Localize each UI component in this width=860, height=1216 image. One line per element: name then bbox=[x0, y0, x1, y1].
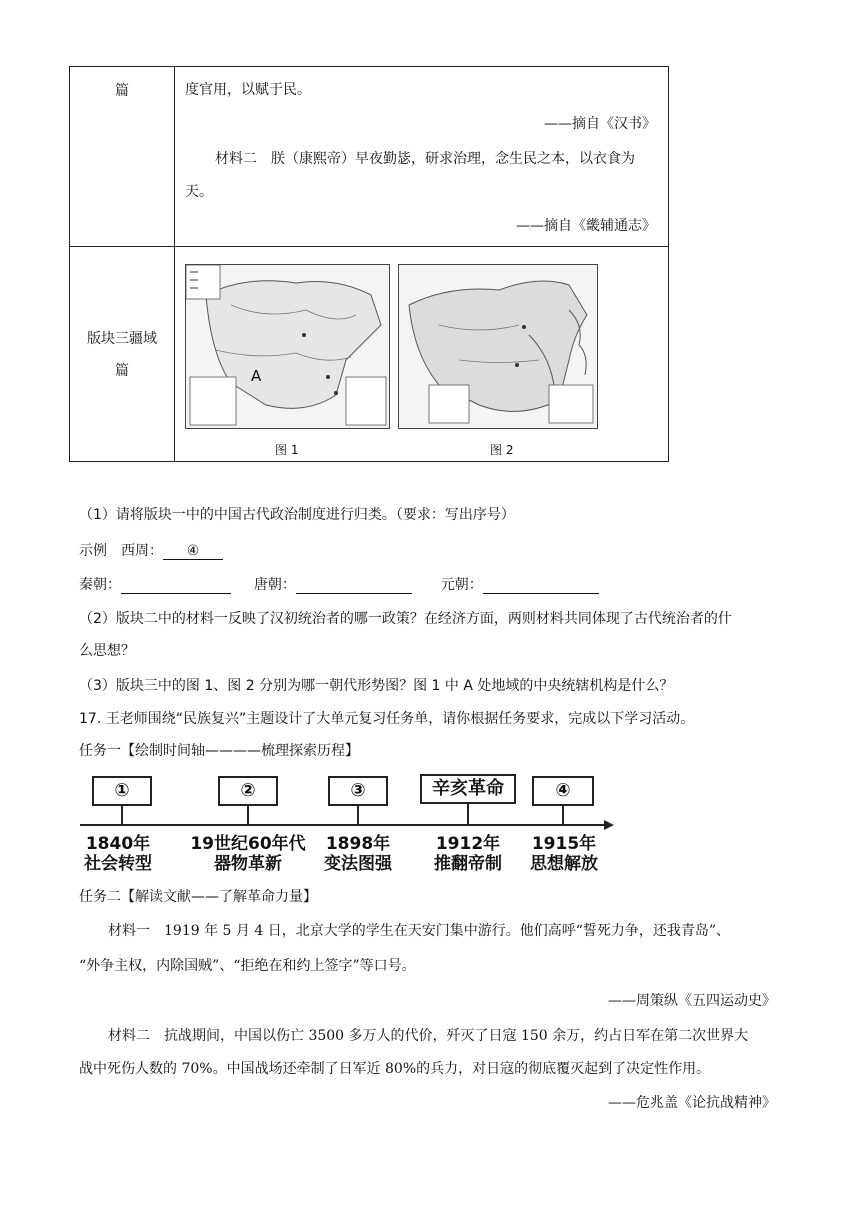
example-label: 示例 西周： bbox=[79, 543, 163, 559]
timeline-box-3: ③ bbox=[328, 776, 388, 806]
timeline-box-2: ② bbox=[218, 776, 278, 806]
material-text-line: 度官用，以赋于民。 bbox=[185, 82, 311, 98]
map-2-outline bbox=[399, 265, 597, 428]
material-2-line2: 战中死伤人数的 70%。中国战场还牵制了日军近 80%的兵力，对日寇的彻底覆灭起到了决定性作用。 bbox=[79, 1061, 711, 1077]
timeline-stem bbox=[467, 804, 469, 825]
timeline-year-3-date: 1898年 bbox=[325, 834, 391, 854]
yuan-label: 元朝： bbox=[440, 577, 483, 593]
timeline bbox=[78, 770, 618, 880]
timeline-year-1-theme: 社会转型 bbox=[84, 854, 152, 874]
timeline-stem bbox=[562, 806, 564, 825]
content-table bbox=[69, 66, 669, 462]
timeline-year-5-date: 1915年 bbox=[531, 834, 597, 854]
question-17: 17. 王老师围绕“民族复兴”主题设计了大单元复习任务单，请你根据任务要求，完成以下学习活动。 bbox=[79, 711, 695, 727]
timeline-box-4: ④ bbox=[532, 776, 594, 806]
question-1: （1）请将版块一中的中国古代政治制度进行归类。（要求：写出序号） bbox=[79, 507, 515, 523]
map-figure-1 bbox=[185, 264, 390, 429]
timeline-year-1-date: 1840年 bbox=[85, 834, 151, 854]
timeline-year-4-theme: 推翻帝制 bbox=[434, 854, 502, 874]
source-jifu: ——摘自《畿辅通志》 bbox=[516, 218, 656, 234]
tang-blank[interactable] bbox=[296, 579, 412, 594]
example-row bbox=[79, 540, 223, 560]
task-1-heading: 任务一【绘制时间轴————梳理探索历程】 bbox=[79, 743, 359, 759]
timeline-stem bbox=[357, 806, 359, 825]
task-2-heading: 任务二【解读文献——了解革命力量】 bbox=[79, 889, 317, 905]
timeline-axis bbox=[78, 818, 618, 832]
question-3: （3）版块三中的图 1、图 2 分别为哪一朝代形势图？图 1 中 A 处地域的中央统辖机构是什么？ bbox=[79, 678, 674, 694]
map-1-caption: 图 1 bbox=[275, 443, 299, 457]
timeline-year-2 bbox=[178, 834, 318, 874]
material-2-source: ——危兆盖《论抗战精神》 bbox=[608, 1095, 776, 1111]
map-1-marker-a: A bbox=[251, 367, 262, 385]
timeline-box-xinhai: 辛亥革命 bbox=[420, 774, 516, 804]
timeline-year-4 bbox=[426, 834, 510, 874]
timeline-year-5-theme: 思想解放 bbox=[530, 854, 598, 874]
qin-blank[interactable] bbox=[121, 579, 231, 594]
qin-label: 秦朝： bbox=[79, 577, 121, 593]
timeline-year-5 bbox=[522, 834, 606, 874]
material-two-line2: 天。 bbox=[185, 184, 213, 200]
row-label-block3-suffix: 篇 bbox=[115, 363, 129, 379]
example-answer: ④ bbox=[163, 543, 223, 560]
material-two-line1: 材料二 朕（康熙帝）早夜勤毖，研求治理，念生民之本，以衣食为 bbox=[215, 151, 635, 167]
material-1-line1: 材料一 1919 年 5 月 4 日，北京大学的学生在天安门集中游行。他们高呼“誓死力争，还我青岛”、 bbox=[108, 923, 731, 939]
timeline-year-3 bbox=[318, 834, 398, 874]
timeline-year-1 bbox=[78, 834, 158, 874]
timeline-stem bbox=[247, 806, 249, 825]
map-figure-2 bbox=[398, 264, 598, 429]
source-hanshu: ——摘自《汉书》 bbox=[544, 116, 656, 132]
question-2-line2: 么思想？ bbox=[79, 643, 135, 659]
material-1-source: ——周策纵《五四运动史》 bbox=[608, 993, 776, 1009]
timeline-year-2-date: 19世纪60年代 bbox=[190, 834, 306, 854]
timeline-box-1: ① bbox=[92, 776, 152, 806]
table-row-divider bbox=[70, 246, 668, 247]
timeline-stem bbox=[121, 806, 123, 825]
timeline-year-4-date: 1912年 bbox=[435, 834, 501, 854]
map-2-caption: 图 2 bbox=[490, 443, 514, 457]
question-2-line1: （2）版块二中的材料一反映了汉初统治者的哪一政策？在经济方面，两则材料共同体现了古代统治者的什 bbox=[79, 611, 732, 627]
answer-row bbox=[79, 574, 599, 594]
timeline-year-2-theme: 器物革新 bbox=[214, 854, 282, 874]
row-label-block3: 版块三疆域 bbox=[87, 331, 157, 347]
yuan-blank[interactable] bbox=[483, 579, 599, 594]
timeline-year-3-theme: 变法图强 bbox=[324, 854, 392, 874]
row-label-top: 篇 bbox=[115, 83, 129, 99]
material-2-line1: 材料二 抗战期间，中国以伤亡 3500 多万人的代价，歼灭了日寇 150 余万，约占日军在第二次世界大 bbox=[108, 1028, 749, 1044]
tang-label: 唐朝： bbox=[253, 577, 296, 593]
material-1-line2: “外争主权，内除国贼”、“拒绝在和约上签字”等口号。 bbox=[79, 958, 416, 974]
map-1-outline bbox=[186, 265, 389, 428]
table-column-divider bbox=[174, 67, 175, 461]
